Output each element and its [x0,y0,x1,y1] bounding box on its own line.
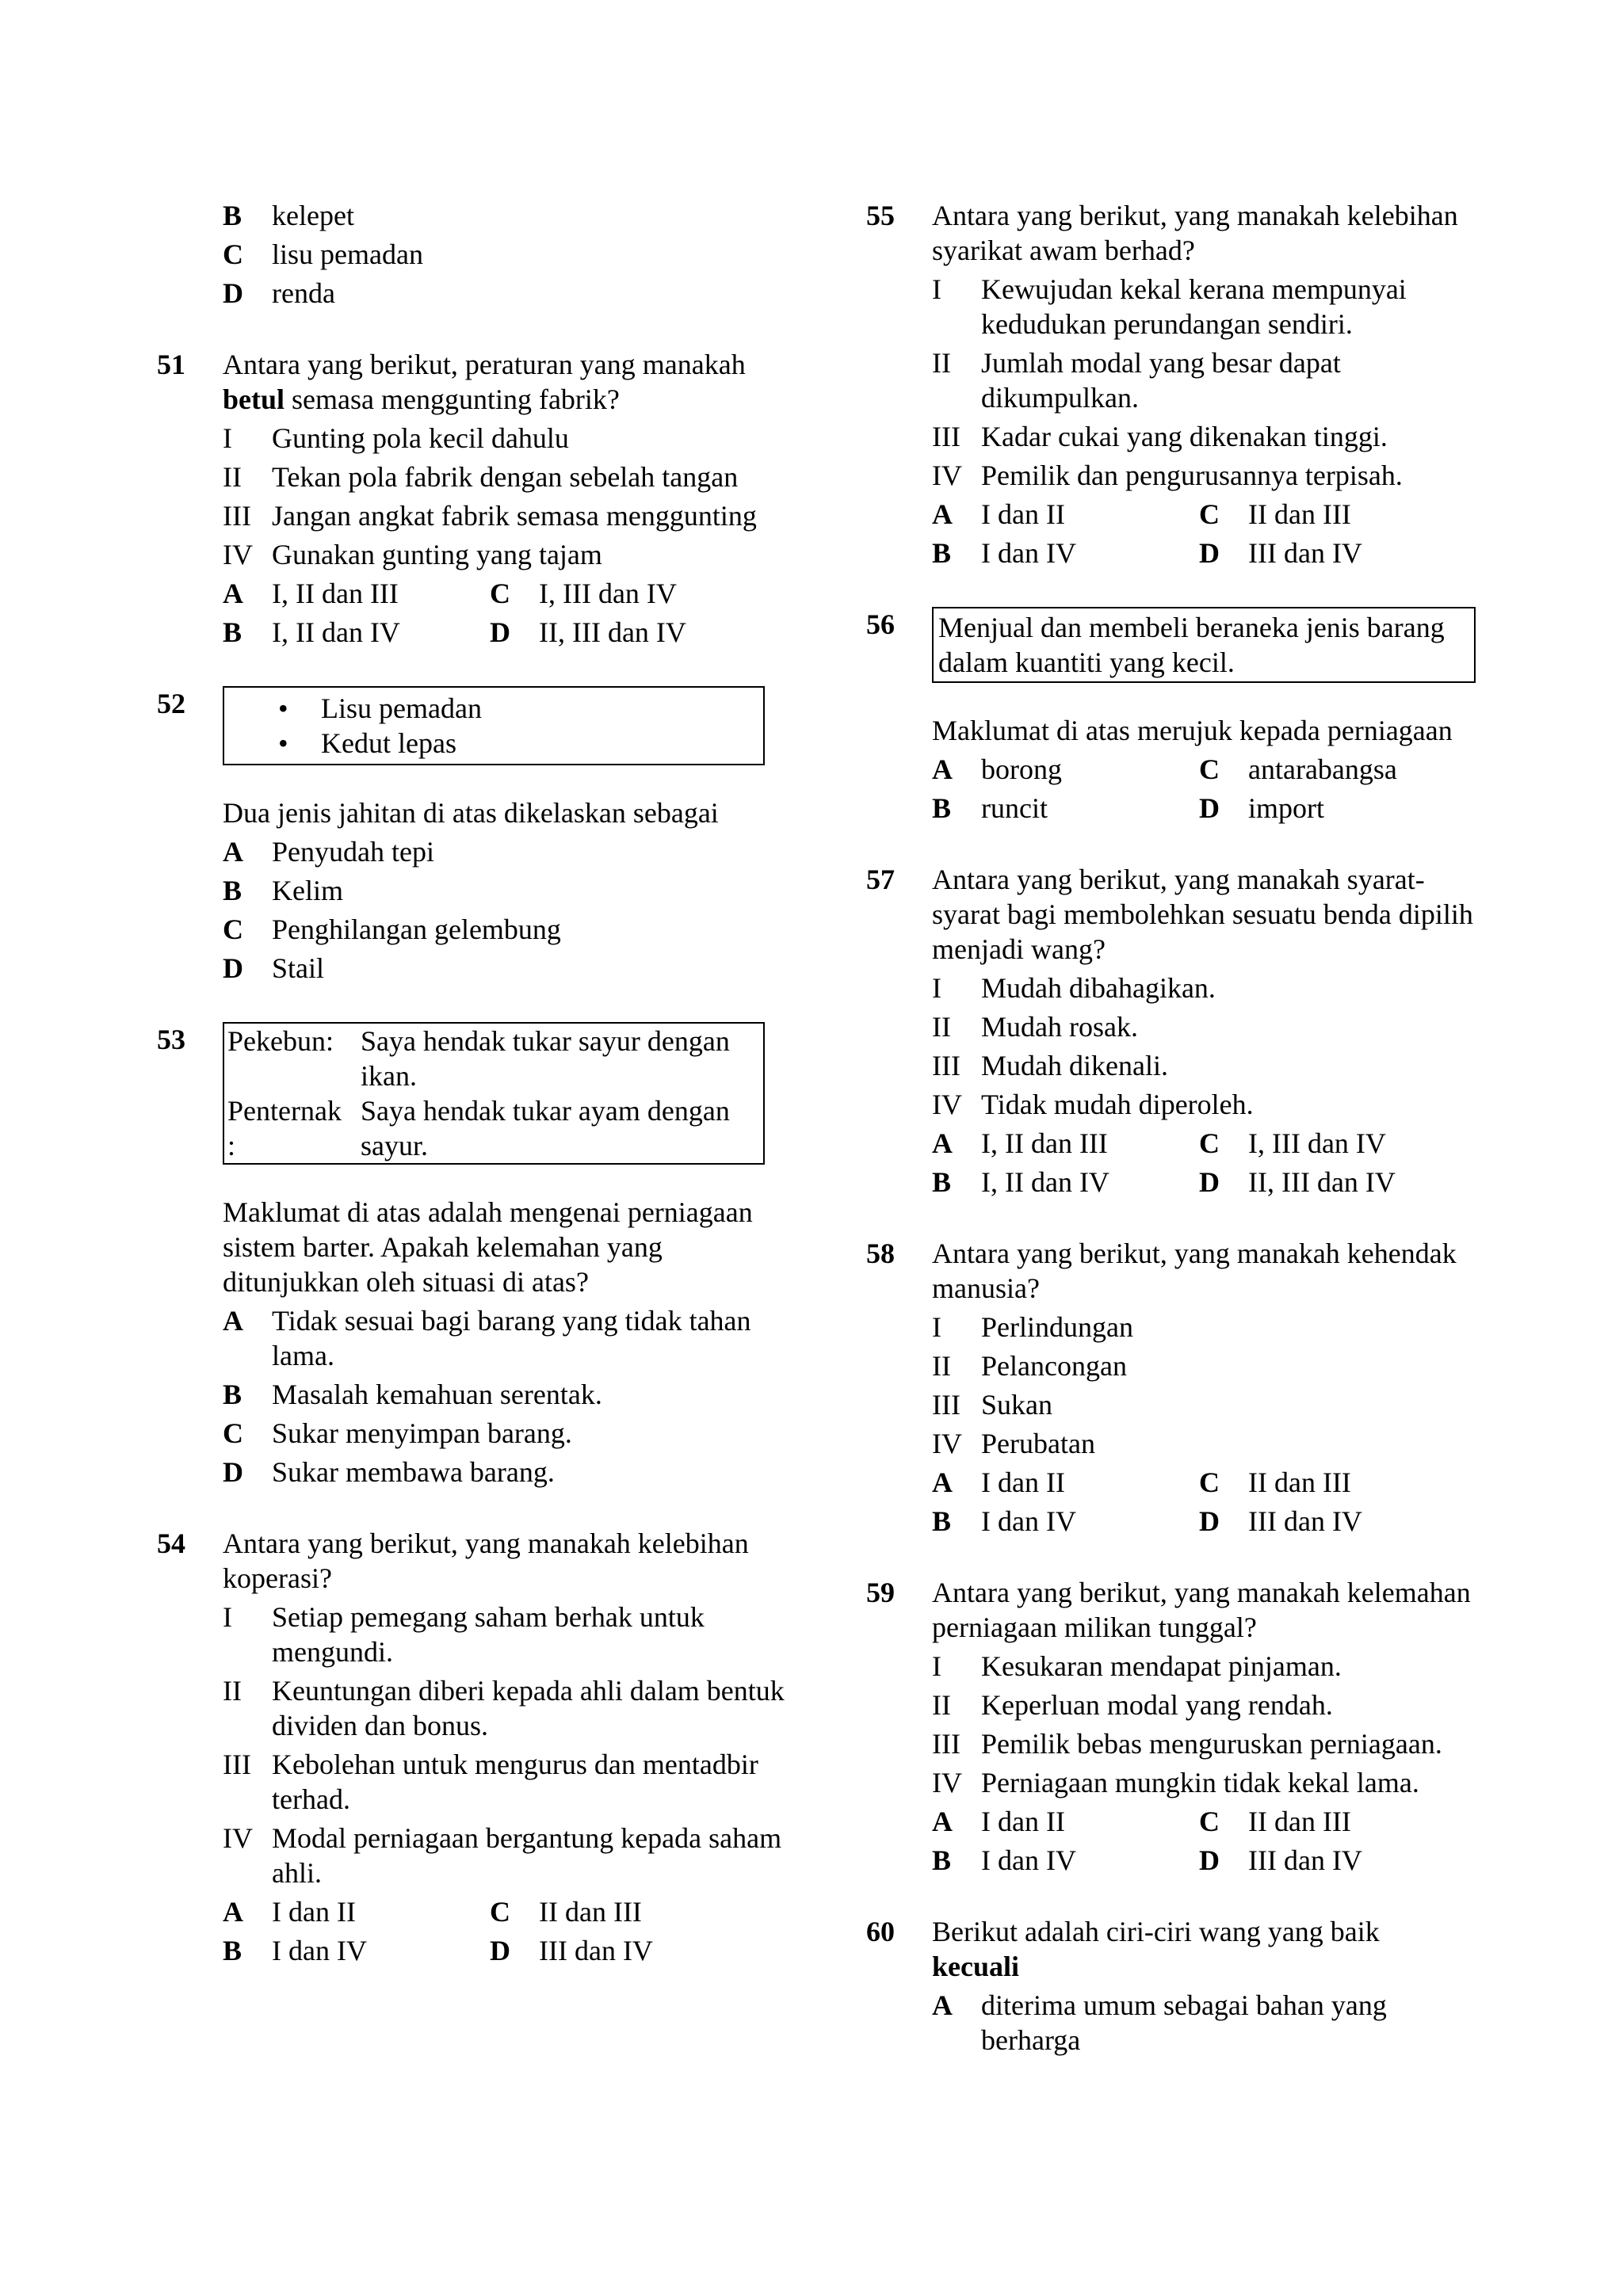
option-b[interactable]: B I, II dan IV [932,1166,1109,1198]
option-c[interactable]: C I, III dan IV [1199,1127,1386,1159]
statement-i: I Kesukaran mendapat pinjaman. [932,1650,1342,1682]
question-number: 55 [866,200,895,231]
option-d[interactable]: D Sukar membawa barang. [223,1456,555,1488]
option-a[interactable]: A I, II dan III [932,1127,1108,1159]
option-b[interactable]: B Kelim [223,875,343,906]
question-56 [866,607,1484,826]
options-row-1 [223,576,791,611]
option-d[interactable]: D III dan IV [1199,537,1362,569]
option-c[interactable]: C lisu pemadan [223,238,423,270]
option-d[interactable]: D III dan IV [1199,1844,1362,1876]
option-b[interactable]: B I dan IV [932,537,1076,569]
dialogue-box [223,1022,765,1165]
statement-iii: III Kebolehan untuk mengurus dan mentadbir terhad. [223,1749,758,1815]
options-row-2 [932,1843,1484,1878]
question-stem: Maklumat di atas adalah mengenai perniagaan sistem barter. Apakah kelemahan yang ditunjukkan oleh situasi di atas? [223,1196,753,1298]
option-c[interactable]: C II dan III [490,1896,642,1928]
speaker: Pekebun: [227,1025,334,1057]
option-b[interactable]: B Masalah kemahuan serentak. [223,1379,602,1410]
option-a[interactable]: A I dan II [932,498,1065,530]
question-stem: Antara yang berikut, yang manakah kelebihan koperasi? [223,1527,749,1594]
question-52 [157,686,791,986]
question-number: 57 [866,864,895,895]
question-stem: Antara yang berikut, peraturan yang manakah betul semasa menggunting fabrik? [223,349,746,415]
option-d[interactable]: D renda [223,277,335,309]
option-a[interactable]: A I, II dan III [223,578,399,609]
option-d[interactable]: D Stail [223,952,325,984]
question-60 [866,1914,1484,2058]
option-b[interactable]: B I dan IV [932,1505,1076,1537]
statement-iii: III Sukan [932,1389,1052,1421]
option-b[interactable]: B I dan IV [223,1935,367,1966]
statement-iv: IV Pemilik dan pengurusannya terpisah. [932,460,1403,491]
statement-ii: II Jumlah modal yang besar dapat dikumpulkan. [932,347,1341,414]
option-c[interactable]: C Penghilangan gelembung [223,913,561,945]
info-text: Menjual dan membeli beraneka jenis barang dalam kuantiti yang kecil. [938,612,1445,678]
question-number: 51 [157,349,185,380]
option-d[interactable]: D II, III dan IV [1199,1166,1396,1198]
option-a[interactable]: A I dan II [932,1806,1065,1837]
question-57 [866,862,1484,1199]
question-stem: Antara yang berikut, yang manakah kelebihan syarikat awam berhad? [932,200,1458,266]
speech: Saya hendak tukar sayur dengan ikan. [361,1025,730,1092]
question-53 [157,1022,791,1489]
statement-i: I Setiap pemegang saham berhak untuk mengundi. [223,1601,705,1668]
question-stem: Antara yang berikut, yang manakah kehendak manusia? [932,1238,1457,1304]
question-55 [866,198,1484,570]
statement-ii: II Mudah rosak. [932,1011,1138,1043]
question-number: 60 [866,1916,895,1947]
info-box [932,607,1476,683]
option-c[interactable]: C II dan III [1199,1806,1351,1837]
question-number: 52 [157,688,185,719]
statement-ii: II Tekan pola fabrik dengan sebelah tangan [223,461,739,493]
dialogue-row [224,1024,763,1093]
question-stem: Maklumat di atas merujuk kepada perniagaan [932,715,1453,746]
option-b[interactable]: B runcit [932,792,1048,824]
statement-ii: II Pelancongan [932,1350,1127,1382]
statement-iii: III Pemilik bebas menguruskan perniagaan. [932,1728,1442,1760]
speech: Saya hendak tukar ayam dengan sayur. [361,1095,730,1161]
options-row-2 [223,1933,791,1968]
statement-iv: IV Perubatan [932,1428,1095,1459]
options-row-2 [932,1165,1484,1199]
option-b[interactable]: B I dan IV [932,1844,1076,1876]
question-50-tail [157,198,791,311]
option-c[interactable]: C II dan III [1199,1466,1351,1498]
option-d[interactable]: D III dan IV [490,1935,653,1966]
options-row-1 [932,752,1484,787]
option-c[interactable]: C Sukar menyimpan barang. [223,1417,572,1449]
statement-iv: IV Gunakan gunting yang tajam [223,539,602,570]
statement-i: I Gunting pola kecil dahulu [223,422,569,454]
statement-iv: IV Modal perniagaan bergantung kepada saham ahli. [223,1822,782,1889]
question-stem: Dua jenis jahitan di atas dikelaskan sebagai [223,797,719,829]
statement-ii: II Keperluan modal yang rendah. [932,1689,1333,1721]
statement-i: I Mudah dibahagikan. [932,972,1216,1004]
info-box [223,686,765,765]
options-row-1 [223,1894,791,1929]
statement-iv: IV Perniagaan mungkin tidak kekal lama. [932,1767,1419,1798]
right-column [866,198,1484,2058]
statement-i: I Kewujudan kekal kerana mempunyai kedudukan perundangan sendiri. [932,273,1407,340]
bullet-item: • Lisu pemadan [272,691,763,726]
left-column [157,198,791,1968]
options-row-1 [932,497,1484,532]
option-d[interactable]: D II, III dan IV [490,616,686,648]
question-number: 58 [866,1238,895,1269]
question-59 [866,1575,1484,1878]
question-number: 54 [157,1527,185,1559]
question-number: 53 [157,1024,185,1055]
statement-iii: III Mudah dikenali. [932,1050,1168,1081]
option-a[interactable]: A Tidak sesuai bagi barang yang tidak tahan lama. [223,1305,751,1371]
question-51 [157,347,791,650]
options-row-1 [932,1126,1484,1161]
option-a[interactable]: A I dan II [932,1466,1065,1498]
speaker: Penternak : [227,1095,342,1161]
statement-iii: III Kadar cukai yang dikenakan tinggi. [932,421,1388,452]
option-c[interactable]: C I, III dan IV [490,578,677,609]
option-d[interactable]: D III dan IV [1199,1505,1362,1537]
option-c[interactable]: C II dan III [1199,498,1351,530]
question-stem: Berikut adalah ciri-ciri wang yang baik kecuali [932,1916,1380,1982]
question-number: 56 [866,608,895,640]
dialogue-row [224,1093,763,1163]
statement-iii: III Jangan angkat fabrik semasa menggunting [223,500,757,532]
options-row-2 [932,791,1484,826]
options-row-1 [932,1465,1484,1500]
options-row-2 [932,536,1484,570]
statement-ii: II Keuntungan diberi kepada ahli dalam bentuk dividen dan bonus. [223,1675,785,1741]
question-58 [866,1236,1484,1539]
statement-iv: IV Tidak mudah diperoleh. [932,1089,1254,1120]
options-row-2 [223,615,791,650]
option-a[interactable]: A Penyudah tepi [223,836,434,868]
option-a[interactable]: A diterima umum sebagai bahan yang berharga [932,1989,1387,2056]
statement-i: I Perlindungan [932,1311,1133,1343]
option-a[interactable]: A borong [932,753,1062,785]
options-row-1 [932,1804,1484,1839]
option-b[interactable]: B kelepet [223,200,354,231]
question-number: 59 [866,1577,895,1608]
option-c[interactable]: C antarabangsa [1199,753,1397,785]
bullet-item: • Kedut lepas [272,726,763,761]
option-d[interactable]: D import [1199,792,1324,824]
options-row-2 [932,1504,1484,1539]
option-a[interactable]: A I dan II [223,1896,356,1928]
question-stem: Antara yang berikut, yang manakah syarat-syarat bagi membolehkan sesuatu benda dipilih menjadi wang? [932,864,1473,965]
question-54 [157,1526,791,1968]
question-stem: Antara yang berikut, yang manakah kelemahan perniagaan milikan tunggal? [932,1577,1471,1643]
option-b[interactable]: B I, II dan IV [223,616,400,648]
